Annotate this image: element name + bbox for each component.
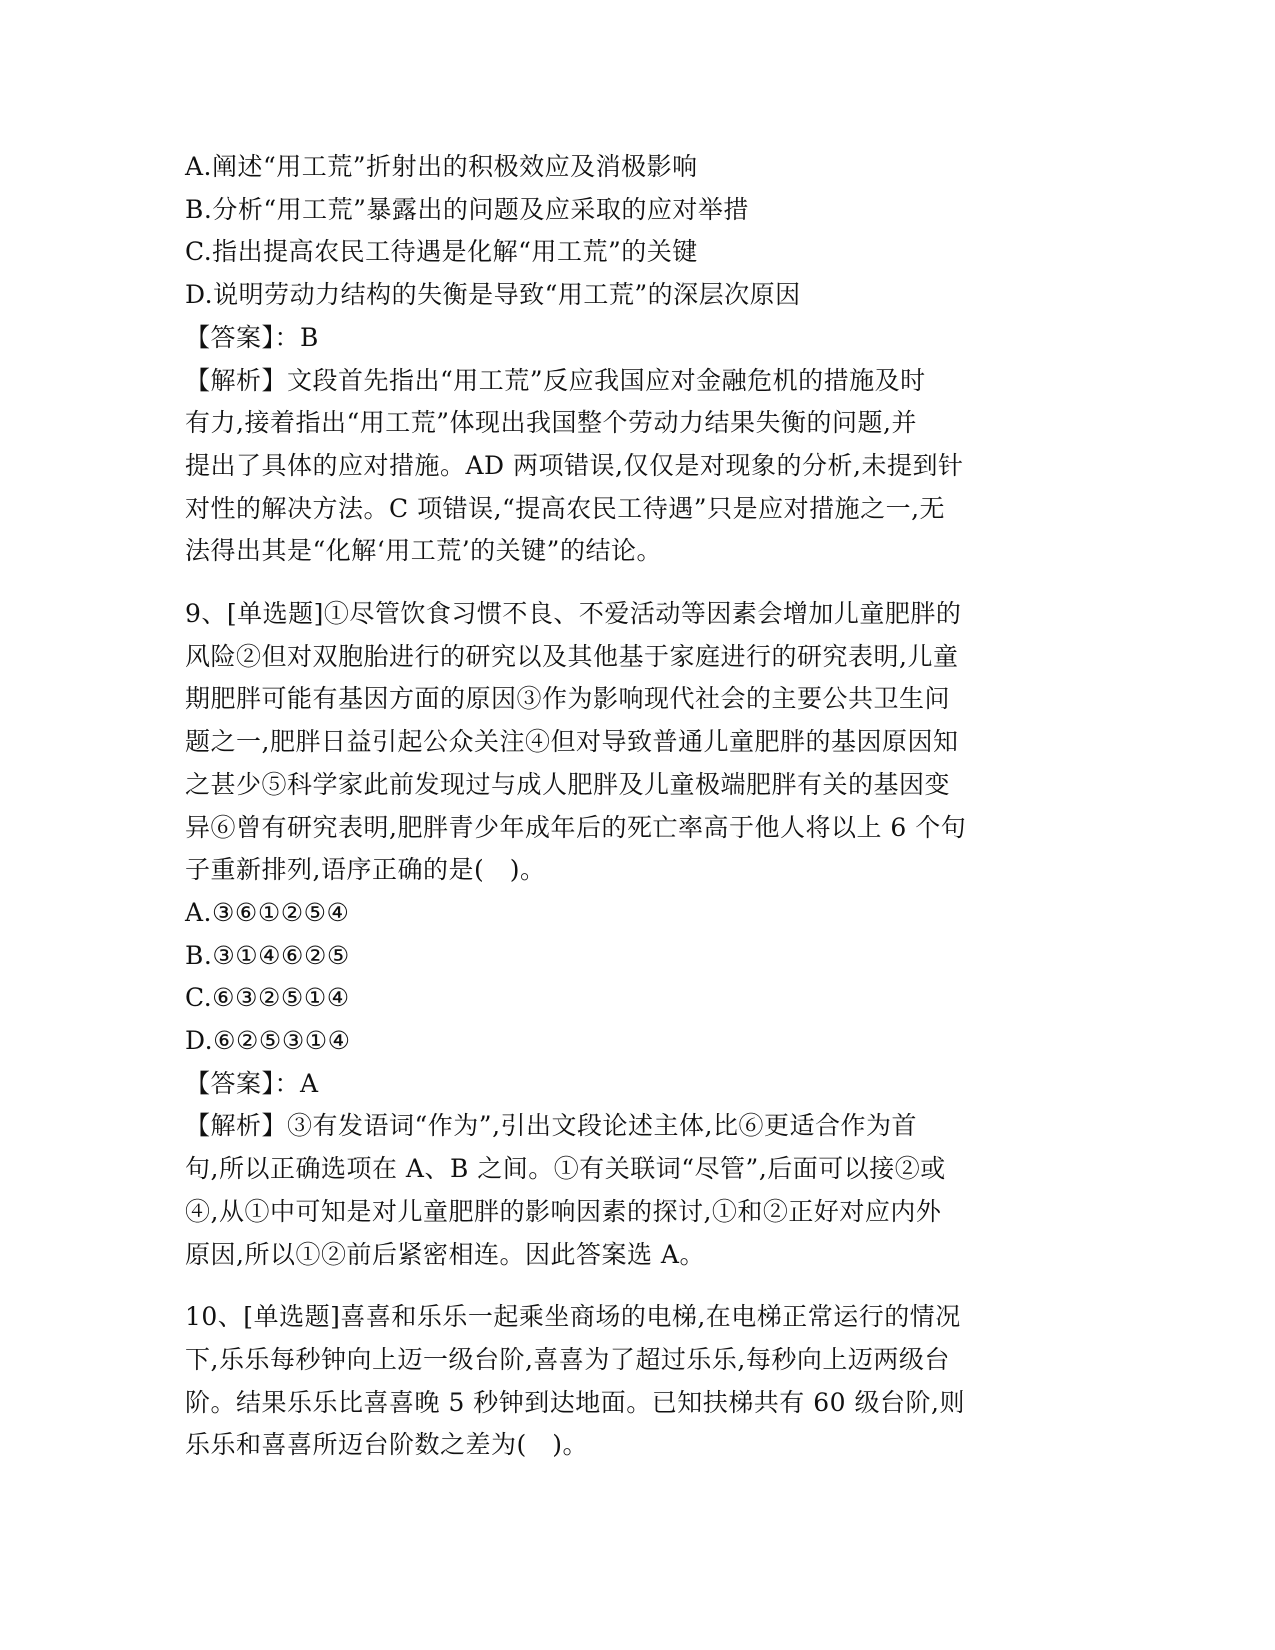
explanation-line: 对性的解决方法。C 项错误,“提高农民工待遇”只是应对措施之一,无 bbox=[185, 493, 946, 523]
question-9-answer: 【答案】：A bbox=[185, 1068, 319, 1098]
option-b: B.分析“用工荒”暴露出的问题及应采取的应对举措 bbox=[185, 194, 749, 224]
explanation-line: 【解析】文段首先指出“用工荒”反应我国应对金融危机的措施及时 bbox=[185, 365, 926, 395]
option-a: A.③⑥①②⑤④ bbox=[185, 897, 350, 927]
option-d: D.说明劳动力结构的失衡是导致“用工荒”的深层次原因 bbox=[185, 280, 801, 310]
stem-line: 异⑥曾有研究表明,肥胖青少年成年后的死亡率高于他人将以上 6 个句 bbox=[185, 812, 967, 842]
explanation-line: ④,从①中可知是对儿童肥胖的影响因素的探讨,①和②正好对应内外 bbox=[185, 1196, 942, 1226]
spacer bbox=[185, 573, 1085, 593]
stem-line: 乐乐和喜喜所迈台阶数之差为( )。 bbox=[185, 1430, 589, 1460]
question-9-explanation bbox=[185, 1105, 1085, 1276]
stem-line: 期肥胖可能有基因方面的原因③作为影响现代社会的主要公共卫生问 bbox=[185, 684, 951, 714]
explanation-line: 原因,所以①②前后紧密相连。因此答案选 A。 bbox=[185, 1239, 705, 1269]
question-9-options bbox=[185, 892, 1085, 1063]
option-c: C.⑥③②⑤①④ bbox=[185, 983, 350, 1013]
question-9-stem bbox=[185, 593, 1085, 892]
prev-question-explanation bbox=[185, 360, 1085, 574]
option-c: C.指出提高农民工待遇是化解“用工荒”的关键 bbox=[185, 237, 698, 267]
stem-line: 风险②但对双胞胎进行的研究以及其他基于家庭进行的研究表明,儿童 bbox=[185, 641, 959, 671]
explanation-line: 法得出其是“化解‘用工荒’的关键”的结论。 bbox=[185, 536, 662, 566]
prev-question-answer: 【答案】：B bbox=[185, 322, 319, 352]
explanation-line: 句,所以正确选项在 A、B 之间。①有关联词“尽管”,后面可以接②或 bbox=[185, 1154, 946, 1184]
stem-line: 之甚少⑤科学家此前发现过与成人肥胖及儿童极端肥胖有关的基因变 bbox=[185, 769, 951, 799]
stem-line: 题之一,肥胖日益引起公众关注④但对导致普通儿童肥胖的基因原因知 bbox=[185, 727, 959, 757]
stem-line: 9、[单选题]①尽管饮食习惯不良、不爱活动等因素会增加儿童肥胖的 bbox=[185, 599, 962, 629]
explanation-line: 有力,接着指出“用工荒”体现出我国整个劳动力结果失衡的问题,并 bbox=[185, 408, 917, 438]
stem-line: 子重新排列,语序正确的是( )。 bbox=[185, 855, 546, 885]
explanation-line: 【解析】③有发语词“作为”,引出文段论述主体,比⑥更适合作为首 bbox=[185, 1111, 917, 1141]
question-10-stem bbox=[185, 1296, 1085, 1467]
page-content bbox=[185, 146, 1085, 1467]
spacer bbox=[185, 1276, 1085, 1296]
option-b: B.③①④⑥②⑤ bbox=[185, 940, 350, 970]
explanation-line: 提出了具体的应对措施。AD 两项错误,仅仅是对现象的分析,未提到针 bbox=[185, 450, 964, 480]
stem-line: 10、[单选题]喜喜和乐乐一起乘坐商场的电梯,在电梯正常运行的情况 bbox=[185, 1302, 961, 1332]
prev-question-options bbox=[185, 146, 1085, 317]
option-d: D.⑥②⑤③①④ bbox=[185, 1026, 351, 1056]
stem-line: 下,乐乐每秒钟向上迈一级台阶,喜喜为了超过乐乐,每秒向上迈两级台 bbox=[185, 1344, 950, 1374]
stem-line: 阶。结果乐乐比喜喜晚 5 秒钟到达地面。已知扶梯共有 60 级台阶,则 bbox=[185, 1387, 965, 1417]
option-a: A.阐述“用工荒”折射出的积极效应及消极影响 bbox=[185, 152, 698, 181]
